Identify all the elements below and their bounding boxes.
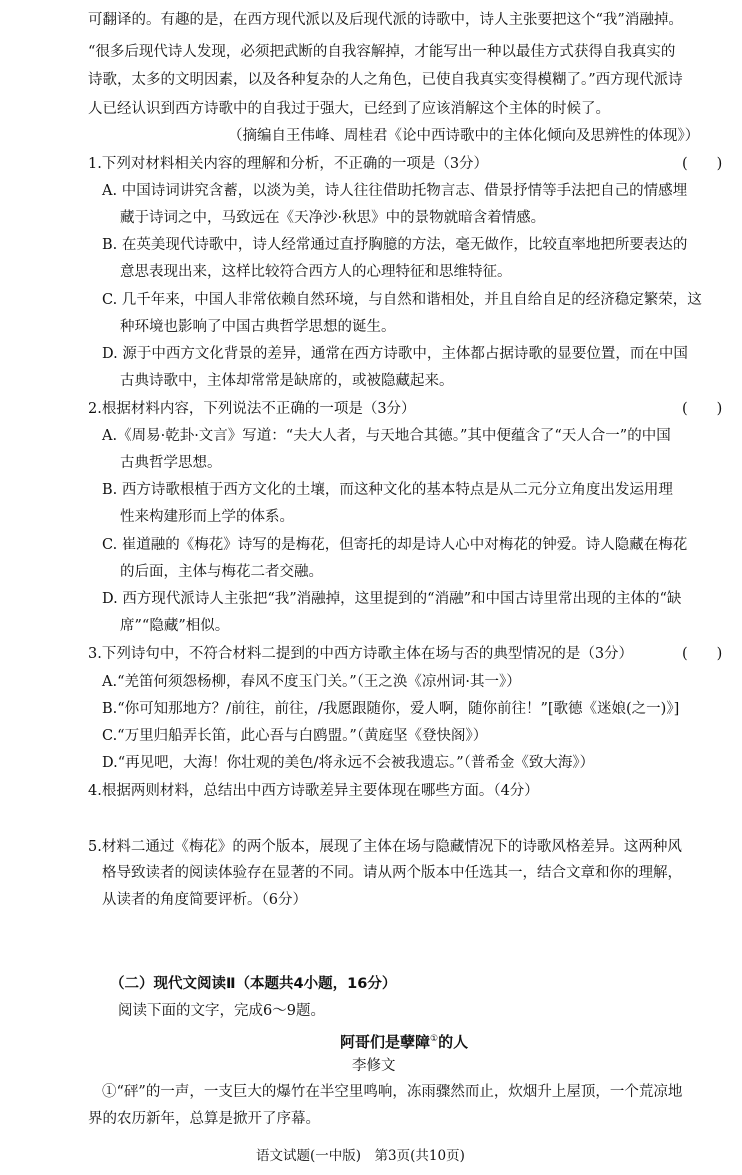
article-title-main: 阿哥们是孽障: [340, 1033, 431, 1051]
q2-option-d: D. 西方现代派诗人主张把“我”消融掉，这里提到的“消融”和中国古诗里常出现的主体的“缺: [102, 591, 682, 607]
q2-option-b-cont: 性来构建形而上学的体系。: [120, 509, 294, 525]
q1-answer-paren: ( ): [682, 156, 723, 172]
article-paragraph: ①“砰”的一声，一支巨大的爆竹在半空里鸣响，冻雨骤然而止，炊烟升上屋顶，一个荒凉地: [102, 1084, 683, 1100]
article-title-tail: 的人: [438, 1033, 469, 1051]
q2-option-c-cont: 的后面，主体与梅花二者交融。: [120, 564, 323, 580]
passage-line: 可翻译的。有趣的是，在西方现代派以及后现代派的诗歌中，诗人主张要把这个“我”消融掉。: [88, 12, 683, 28]
q1-option-d: D. 源于中西方文化背景的差异，通常在西方诗歌中，主体都占据诗歌的显要位置，而在中国: [102, 346, 688, 362]
q5-line: 5.材料二通过《梅花》的两个版本，展现了主体在场与隐藏情况下的诗歌风格差异。这两种风: [88, 839, 682, 855]
article-title-footnote-mark: ①: [430, 1034, 439, 1044]
passage-line: 诗歌，太多的文明因素，以及各种复杂的人之角色，已使自我真实变得模糊了。”西方现代派诗: [88, 72, 683, 88]
q2-option-d-cont: 席”“隐藏”相似。: [120, 618, 230, 634]
q1-option-a: A. 中国诗词讲究含蓄，以淡为美，诗人往往借助托物言志、借景抒情等手法把自己的情感埋: [102, 183, 688, 199]
q4-stem: 4.根据两则材料，总结出中西方诗歌差异主要体现在哪些方面。（4分）: [88, 783, 539, 799]
q2-option-a: A.《周易·乾卦·文言》写道：“夫大人者，与天地合其德。”其中便蕴含了“天人合一”的中国: [102, 428, 671, 444]
q1-option-d-cont: 古典诗歌中，主体却常常是缺席的，或被隐藏起来。: [120, 373, 454, 389]
q3-option-c: C.“万里归船弄长笛，此心吾与白鸥盟。”（黄庭坚《登快阁》）: [102, 728, 488, 744]
q2-option-a-cont: 古典哲学思想。: [120, 455, 222, 471]
q3-stem: 3.下列诗句中，不符合材料二提到的中西方诗歌主体在场与否的典型情况的是（3分）: [88, 646, 634, 662]
q2-option-b: B. 西方诗歌根植于西方文化的土壤，而这种文化的基本特点是从二元分立角度出发运用理: [102, 482, 673, 498]
q3-option-d: D.“再见吧，大海！你壮观的美色/将永远不会被我遗忘。”（普希金《致大海》）: [102, 755, 595, 771]
q1-option-a-cont: 藏于诗词之中，马致远在《天净沙·秋思》中的景物就暗含着情感。: [120, 210, 546, 226]
q2-answer-paren: ( ): [682, 401, 723, 417]
q3-option-a: A.“羌笛何须怨杨柳，春风不度玉门关。”（王之涣《凉州词·其一》）: [102, 674, 521, 690]
q3-answer-paren: ( ): [682, 646, 723, 662]
passage-line: “很多后现代诗人发现，必须把武断的自我容解掉，才能写出一种以最佳方式获得自我真实的: [88, 44, 676, 60]
article-author: 李修文: [352, 1058, 396, 1074]
section-heading: （二）现代文阅读Ⅱ（本题共4小题，16分）: [110, 976, 397, 992]
q5-line: 格导致读者的阅读体验存在显著的不同。请从两个版本中任选其一，结合文章和你的理解，: [102, 865, 682, 881]
q1-option-c: C. 几千年来，中国人非常依赖自然环境，与自然和谐相处，并且自给自足的经济稳定繁荣，这: [102, 292, 702, 308]
q5-line: 从读者的角度简要评析。（6分）: [102, 892, 307, 908]
q2-option-c: C. 崔道融的《梅花》诗写的是梅花，但寄托的却是诗人心中对梅花的钟爱。诗人隐藏在梅花: [102, 537, 688, 553]
q3-option-b: B.“你可知那地方？/前往，前往，/我愿跟随你，爱人啊，随你前往！”[歌德《迷娘(之一)》]: [102, 701, 680, 717]
q1-option-b-cont: 意思表现出来，这样比较符合西方人的心理特征和思维特征。: [120, 264, 512, 280]
q1-option-b: B. 在英美现代诗歌中，诗人经常通过直抒胸臆的方法，毫无做作，比较直率地把所要表达的: [102, 237, 688, 253]
q1-stem: 1.下列对材料相关内容的理解和分析，不正确的一项是（3分）: [88, 156, 489, 172]
q1-option-c-cont: 种环境也影响了中国古典哲学思想的诞生。: [120, 319, 396, 335]
passage-source: （摘编自王伟峰、周桂君《论中西诗歌中的主体化倾向及思辨性的体现》）: [228, 128, 700, 144]
section-instruction: 阅读下面的文字，完成6～9题。: [118, 1003, 325, 1019]
article-paragraph-cont: 界的农历新年，总算是掀开了序幕。: [88, 1111, 320, 1127]
article-title: [340, 1030, 468, 1051]
q2-stem: 2.根据材料内容，下列说法不正确的一项是（3分）: [88, 401, 416, 417]
passage-line: 人已经认识到西方诗歌中的自我过于强大，已经到了应该消解这个主体的时候了。: [88, 101, 610, 117]
page-footer: 语文试题(一中版) 第3页(共10页): [256, 1148, 465, 1164]
